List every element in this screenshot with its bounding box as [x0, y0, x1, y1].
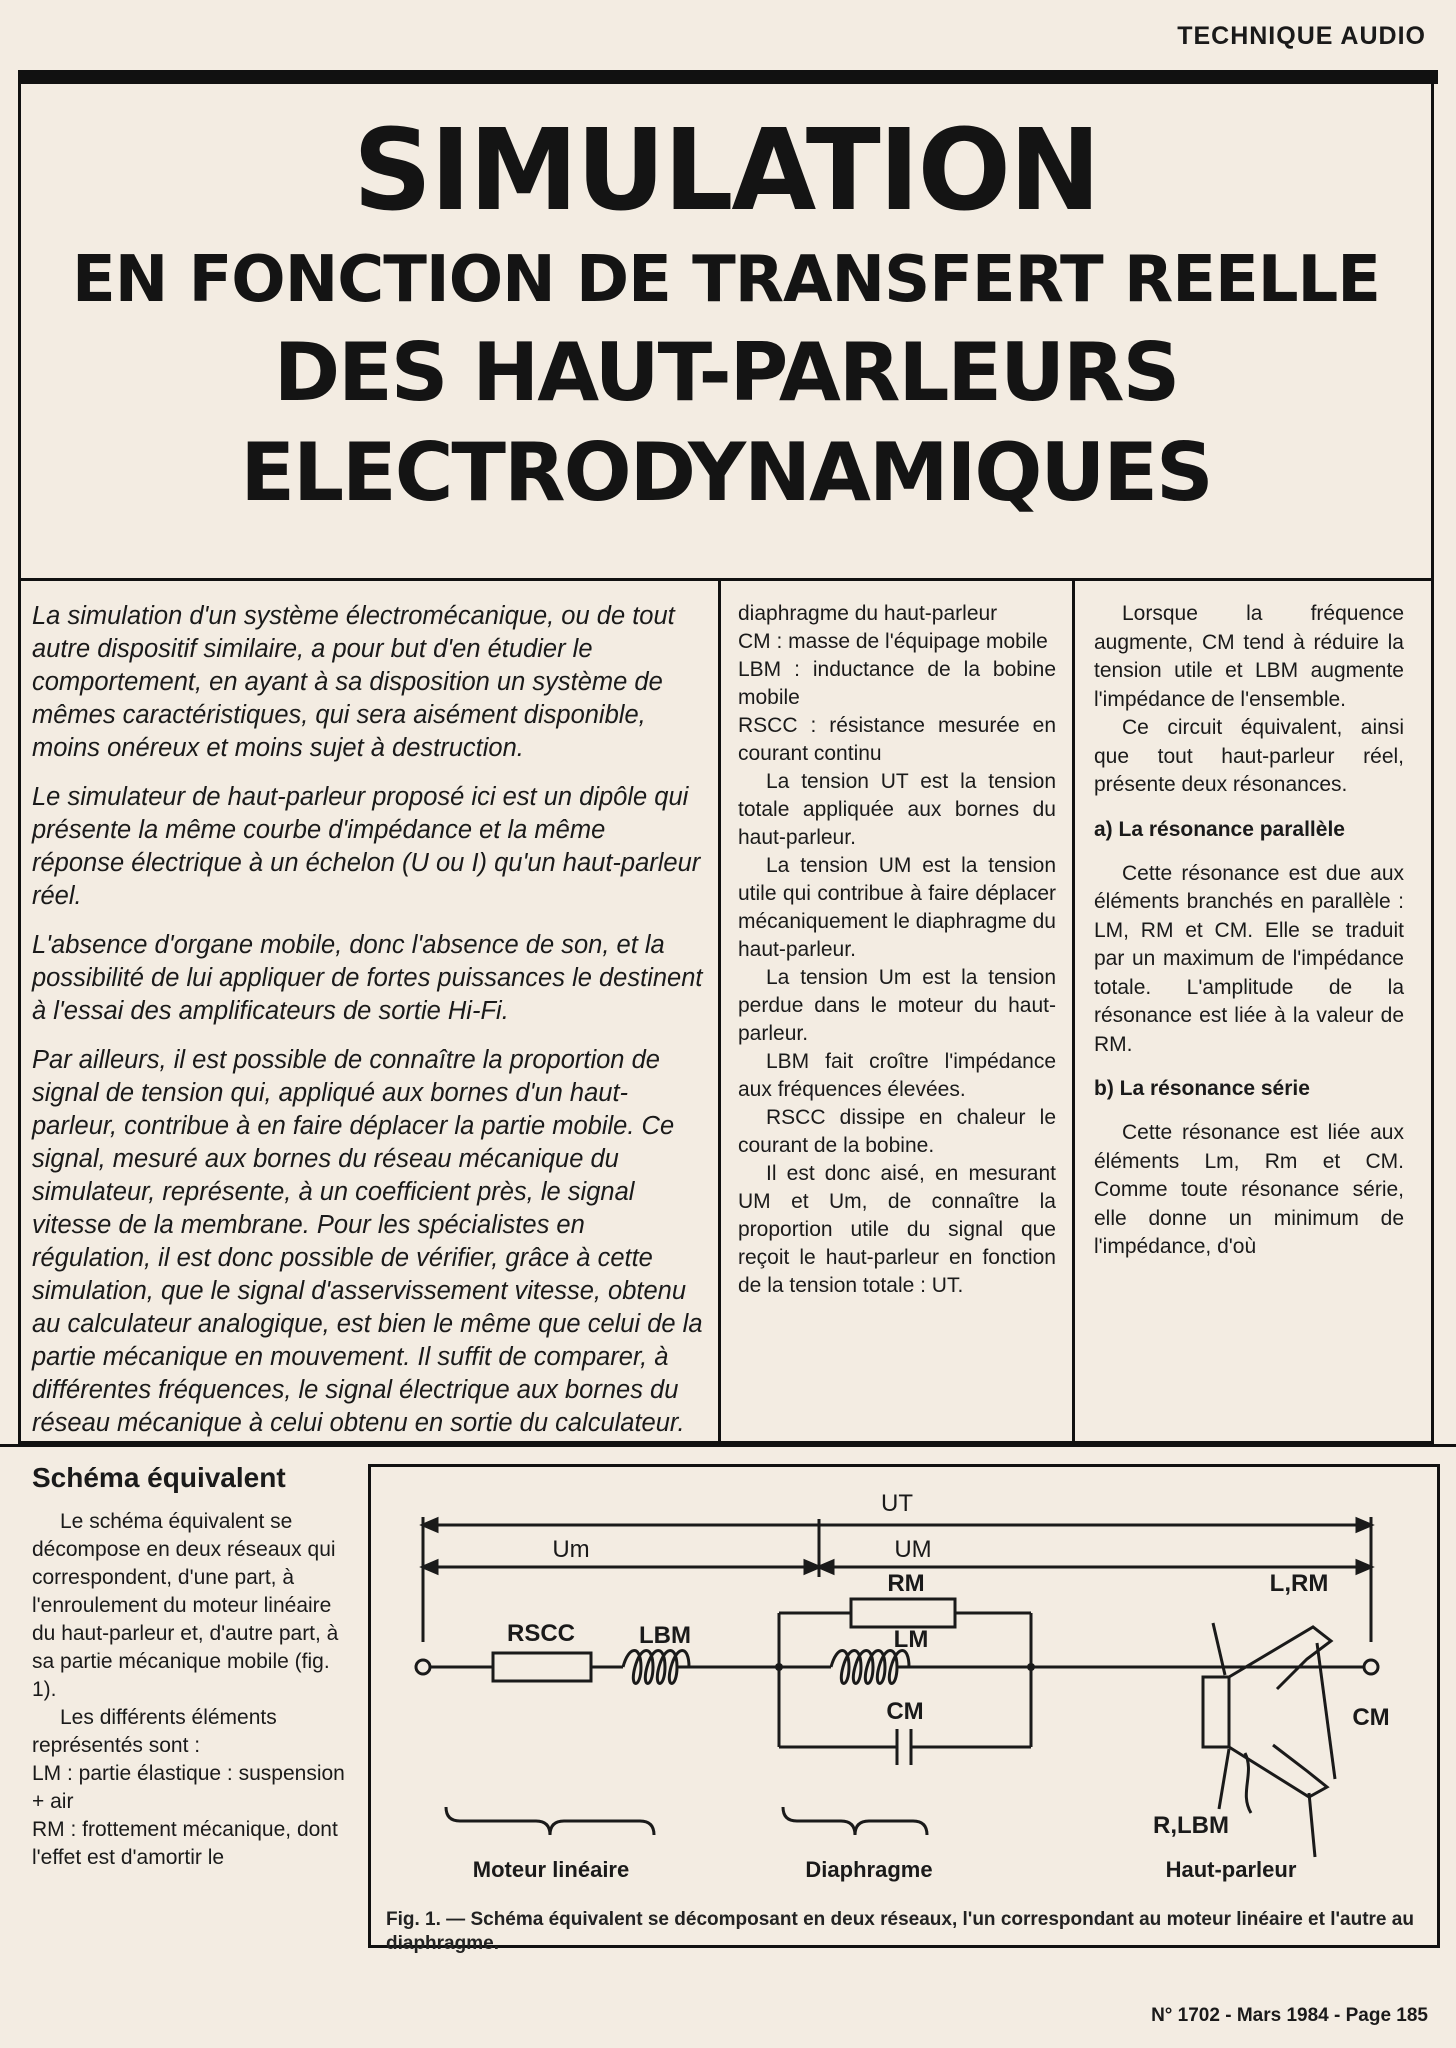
diaphragme-brace — [783, 1807, 927, 1835]
body-paragraph: Cette résonance est liée aux éléments Lm, Rm et CM. Comme toute résonance série, elle donne un minimum de l'impédance, d'où — [1094, 1121, 1404, 1258]
label-rm: RM — [887, 1570, 925, 1597]
moteur-brace — [446, 1807, 654, 1835]
label-speaker-cm: CM — [1352, 1704, 1390, 1731]
label-cm: CM — [886, 1698, 924, 1725]
section-divider — [0, 1444, 1456, 1447]
intro-paragraph: Le simulateur de haut-parleur proposé ici est un dipôle qui présente la même courbe d'impédance et la même réponse électrique à un échelon (U ou I) qu'un haut-parleur réel. — [32, 783, 701, 910]
body-paragraph: Lorsque la fréquence augmente, CM tend à réduire la tension utile et LBM augmente l'impédance de l'ensemble. — [1094, 602, 1404, 711]
figure-box — [368, 1464, 1440, 1948]
definition-item: LBM : inductance de la bobine mobile — [738, 658, 1056, 709]
speaker-magnet — [1203, 1677, 1229, 1747]
page-footer: N° 1702 - Mars 1984 - Page 185 — [1151, 2005, 1428, 2026]
label-um-big: UM — [894, 1536, 932, 1563]
article-title — [18, 105, 1434, 523]
rm-resistor — [851, 1599, 955, 1627]
title-line-4: ELECTRODYNAMIQUES — [240, 426, 1212, 519]
subheading-series-resonance: b) La résonance série — [1094, 1077, 1310, 1100]
label-speaker-lrm: L,RM — [1269, 1570, 1329, 1597]
title-line-3: DES HAUT-PARLEURS — [273, 326, 1179, 419]
figure-caption: Fig. 1. — Schéma équivalent se décomposant en deux réseaux, l'un correspondant au moteur linéaire et l'autre au diaphragme. — [386, 1909, 1414, 1954]
text-column-3 — [1094, 600, 1404, 1262]
body-paragraph: Ce circuit équivalent, ainsi que tout haut-parleur réel, présente deux résonances. — [1094, 716, 1404, 796]
body-paragraph: LBM fait croître l'impédance aux fréquences élevées. — [738, 1050, 1056, 1101]
subheading-parallel-resonance: a) La résonance parallèle — [1094, 817, 1345, 841]
body-paragraph: La tension UT est la tension totale appliquée aux bornes du haut-parleur. — [738, 770, 1056, 849]
column-divider-1 — [718, 580, 721, 1444]
body-paragraph: Cette résonance est due aux éléments branchés en parallèle : LM, RM et CM. Elle se traduit par un maximum de l'impédance totale. L'amplitude de la résonance est liée à la valeur de RM. — [1094, 861, 1404, 1056]
label-speaker-rlbm: R,LBM — [1153, 1812, 1229, 1839]
definition-item: CM : masse de l'équipage mobile — [738, 630, 1048, 653]
text-column-2 — [738, 600, 1056, 1300]
label-rscc: RSCC — [506, 1620, 576, 1647]
body-paragraph: Le schéma équivalent se décompose en deux réseaux qui correspondent, d'une part, à l'enroulement du moteur linéaire du haut-parleur et, d'autre part, à sa partie mécanique mobile (fig. 1). — [32, 1510, 339, 1701]
top-bar — [18, 70, 1438, 84]
body-paragraph: Les différents éléments représentés sont : — [32, 1706, 277, 1757]
intro-paragraph: Par ailleurs, il est possible de connaître la proportion de signal de tension qui, appliqué aux bornes d'un haut-parleur, contribue à en faire déplacer la partie mobile. Ce signal, mesuré aux bornes du réseau mécanique du simulateur, représente, à un coefficient près, le signal vitesse de la membrane. Pour les spécialistes en régulation, il est donc possible de vérifier, grâce à cette simulation, que le signal d'asservissement vitesse, obtenu au calculateur analogique, est bien le même que celui de la partie mécanique en mouvement. Il suffit de comparer, à différentes fréquences, le signal électrique aux bornes du réseau mécanique à celui obtenu en sortie du calculateur. — [32, 1046, 703, 1437]
label-ut: UT — [881, 1490, 913, 1517]
circuit-diagram — [371, 1467, 1437, 1945]
label-um-small: Um — [552, 1536, 590, 1563]
body-paragraph: Il est donc aisé, en mesurant UM et Um, de connaître la proportion utile du signal que reçoit le haut-parleur en fonction de la tension totale : UT. — [738, 1162, 1056, 1297]
intro-column — [32, 600, 704, 1456]
body-paragraph: La tension Um est la tension perdue dans le moteur du haut-parleur. — [738, 966, 1056, 1045]
section-label: TECHNIQUE AUDIO — [1177, 22, 1426, 50]
definition-item: diaphragme du haut-parleur — [738, 602, 998, 625]
definition-item: LM : partie élastique : suspension + air — [32, 1762, 345, 1813]
rscc-resistor — [493, 1653, 591, 1681]
title-line-2: EN FONCTION DE TRANSFERT REELLE — [72, 243, 1380, 317]
definition-item: RSCC : résistance mesurée en courant continu — [738, 714, 1056, 765]
label-moteur: Moteur linéaire — [472, 1857, 630, 1882]
intro-paragraph: L'absence d'organe mobile, donc l'absence de son, et la possibilité de lui appliquer de fortes puissances le destinent à l'essai des amplificateurs de sortie Hi-Fi. — [32, 931, 703, 1025]
label-haut-parleur: Haut-parleur — [1165, 1857, 1297, 1882]
label-lbm: LBM — [639, 1622, 691, 1649]
schema-column — [32, 1462, 348, 1872]
title-line-1: SIMULATION — [353, 106, 1099, 236]
title-divider — [18, 578, 1434, 581]
column-divider-2 — [1072, 580, 1075, 1444]
body-paragraph: RSCC dissipe en chaleur le courant de la bobine. — [738, 1106, 1056, 1157]
definition-item: RM : frottement mécanique, dont l'effet est d'amortir le — [32, 1818, 338, 1869]
label-lm: LM — [893, 1626, 929, 1653]
body-paragraph: La tension UM est la tension utile qui contribue à faire déplacer mécaniquement le diaphragme du haut-parleur. — [738, 854, 1056, 961]
section-heading: Schéma équivalent — [32, 1462, 286, 1493]
speaker-cone-top — [1229, 1627, 1331, 1689]
intro-paragraph: La simulation d'un système électromécanique, ou de tout autre dispositif similaire, a pour but d'en étudier le comportement, en ayant à sa disposition un système de mêmes caractéristiques, qui sera aisément disponible, moins onéreux et moins sujet à destruction. — [32, 602, 675, 762]
label-diaphragme: Diaphragme — [805, 1857, 933, 1882]
